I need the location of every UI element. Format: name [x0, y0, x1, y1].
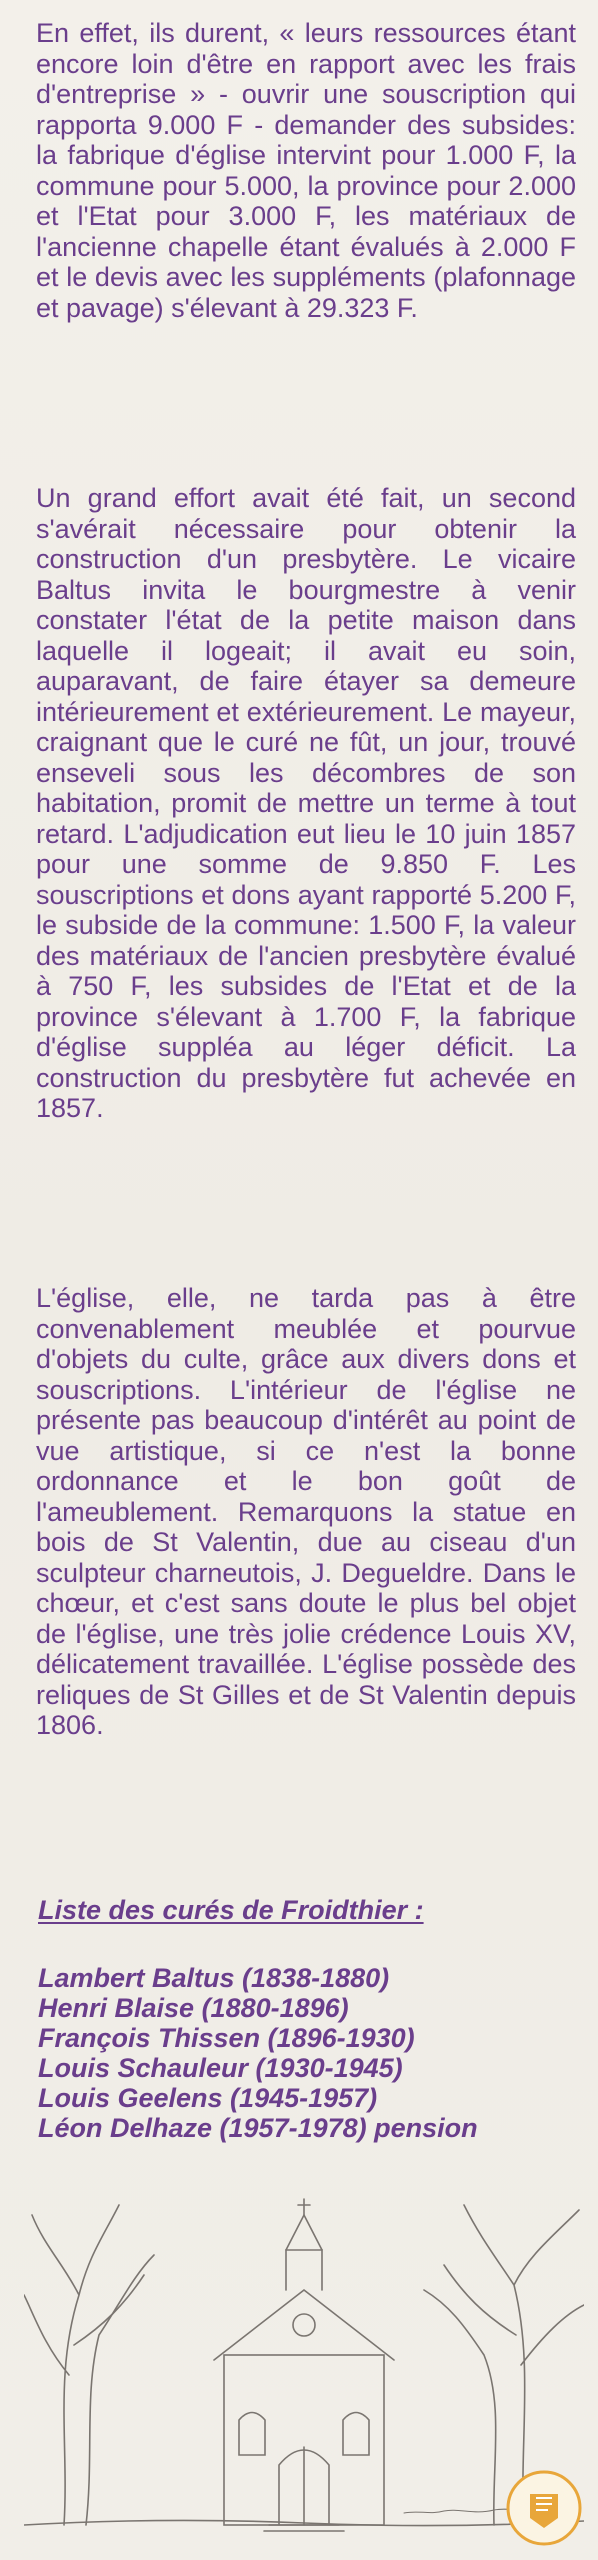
list-item: Léon Delhaze (1957-1978) pension [38, 2113, 478, 2143]
paragraph-text: L'église, elle, ne tarda pas à être convenablement meublée et pourvue d'objets du culte, grâce aux divers dons et souscriptions. L'intérieur de l'église ne présente pas beaucoup d'intérêt au point de vue artistique, si ce n'est la bonne ordonnance et le bon goût de l'ameublement. Remarquons la statue en bois de St Valentin, due au ciseau d'un sculpteur charneutois, J. Degueldre. Dans le chœur, et c'est sans doute le plus bel objet de l'église, une très jolie crédence Louis XV, délicatement travaillée. L'église possède des reliques de St Gilles et de St Valentin depuis 1806. [36, 1283, 576, 1740]
site-logo-badge [506, 2470, 582, 2546]
cures-heading: Liste des curés de Froidthier : [38, 1895, 424, 1925]
paragraph-text: Un grand effort avait été fait, un second s'avérait nécessaire pour obtenir la construction d'un presbytère. Le vicaire Baltus invita le bourgmestre à venir constater l'état de la petite maison dans laquelle il logeait; il avait eu soin, auparavant, de faire étayer sa demeure intérieurement et extérieurement. Le mayeur, craignant que le curé ne fût, un jour, trouvé enseveli sous les décombres de son habitation, promit de mettre un terme à tout retard. L'adjudication eut lieu le 10 juin 1857 pour une somme de 9.850 F. Les souscriptions et dons ayant rapporté 5.200 F, le subside de la commune: 1.500 F, la valeur des matériaux de l'ancien presbytère évalué à 750 F, les subsides de l'Etat et de la province s'élevant à 1.700 F, la fabrique d'église suppléa au léger déficit. La construction du presbytère fut achevée en 1857. [36, 483, 576, 1123]
list-item: François Thissen (1896-1930) [38, 2023, 415, 2053]
list-item: Lambert Baltus (1838-1880) [38, 1963, 390, 1993]
paragraph-text: En effet, ils durent, « leurs ressources étant encore loin d'être en rapport avec les frais d'entreprise » - ouvrir une souscription qui rapporta 9.000 F - demander des subsides: la fabrique d'église intervint pour 1.000 F, la commune pour 5.000, la province pour 2.000 et l'Etat pour 3.000 F, les matériaux de l'ancienne chapelle étant évalués à 2.000 F et le devis avec les suppléments (plafonnage et pavage) s'élevant à 29.323 F. [36, 18, 576, 323]
list-item: Louis Schauleur (1930-1945) [38, 2053, 403, 2083]
paragraph-presbytere [36, 483, 576, 1124]
paragraph-eglise [36, 1283, 576, 1741]
list-item: Louis Geelens (1945-1957) [38, 2083, 378, 2113]
list-item: Henri Blaise (1880-1896) [38, 1993, 349, 2023]
cures-list [38, 1963, 588, 2143]
paragraph-financing [36, 18, 576, 323]
church-sketch [24, 2195, 584, 2535]
